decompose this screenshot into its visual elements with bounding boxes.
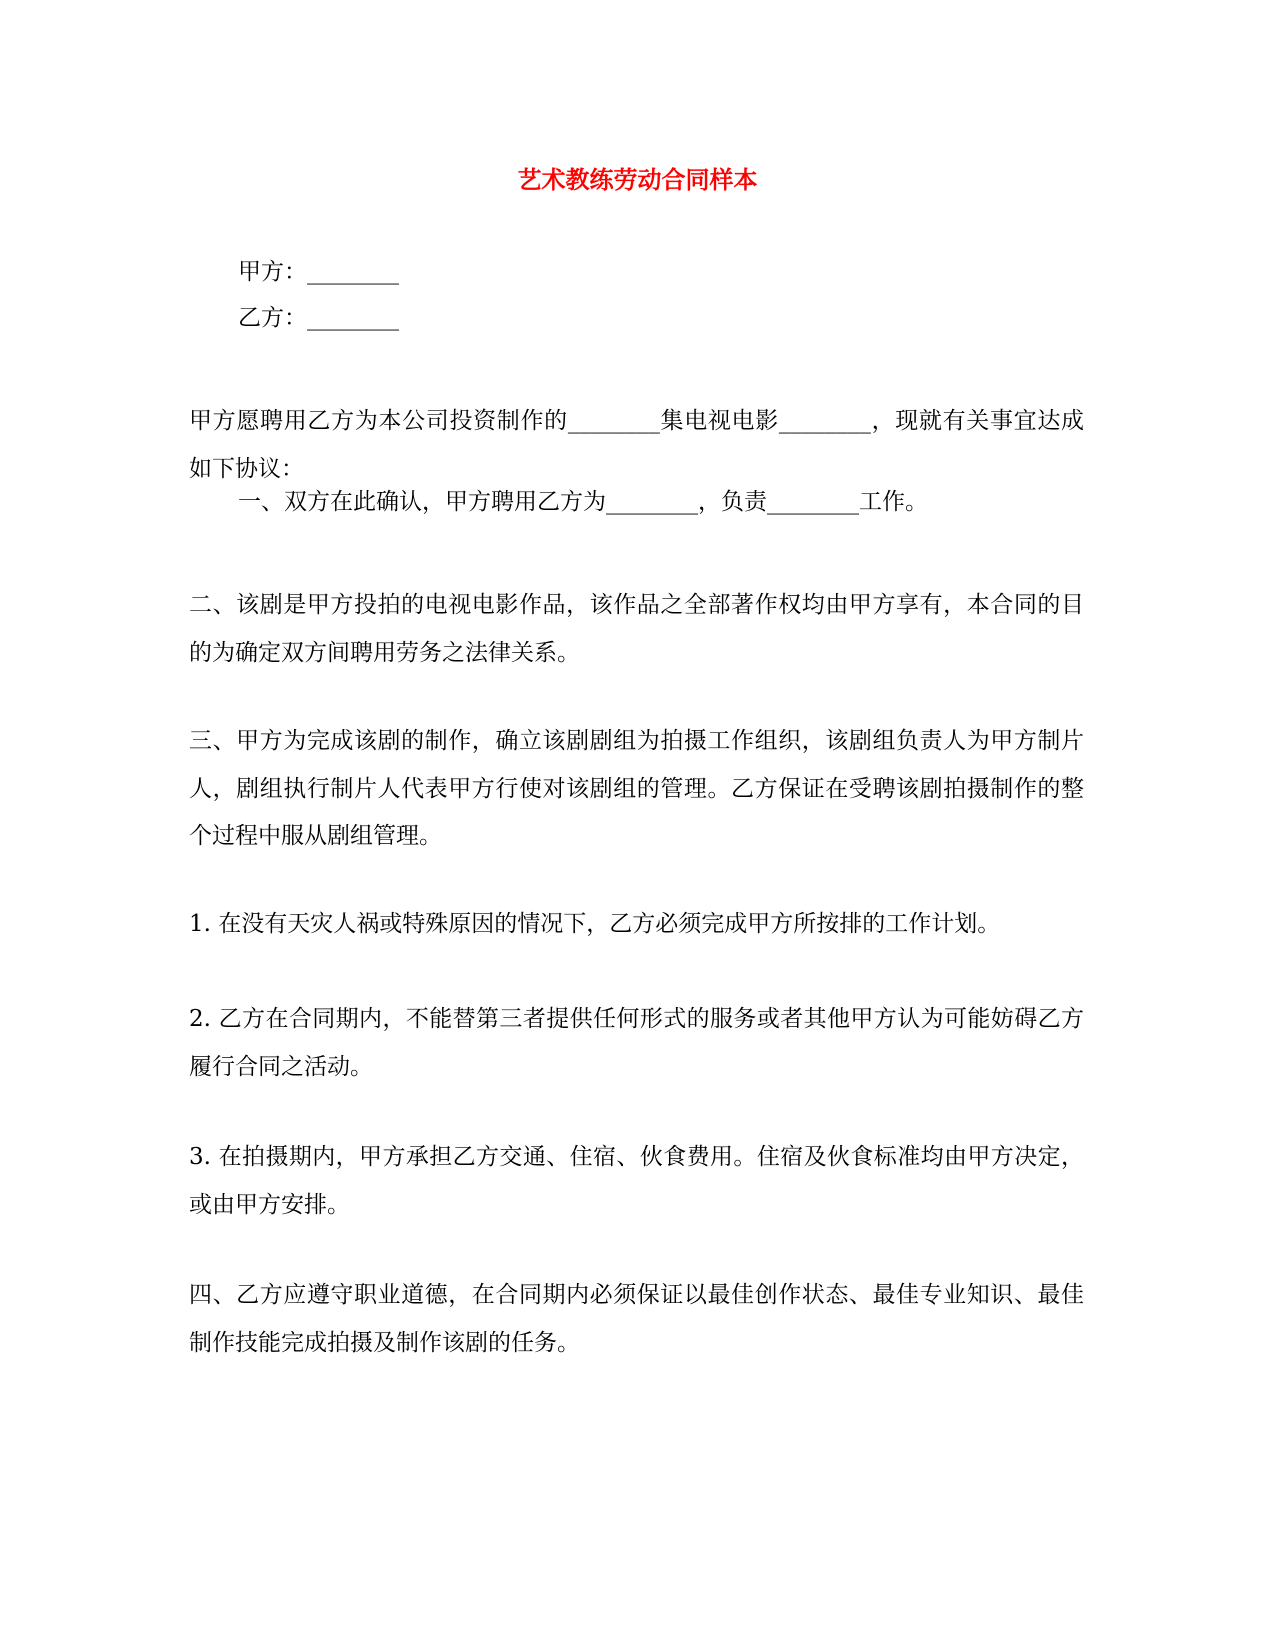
party-a-line: 甲方：________ [238, 259, 399, 285]
clause-2: 二、该剧是甲方投拍的电视电影作品，该作品之全部著作权均由甲方享有，本合同的目的为确定双方间聘用劳务之法律关系。 [189, 592, 1084, 666]
item-3: 3. 在拍摄期内，甲方承担乙方交通、住宿、伙食费用。住宿及伙食标准均由甲方决定，或由甲方安排。 [189, 1144, 1084, 1218]
clause-1: 一、双方在此确认，甲方聘用乙方为________，负责________工作。 [238, 489, 928, 515]
clause-4: 四、乙方应遵守职业道德，在合同期内必须保证以最佳创作状态、最佳专业知识、最佳制作技能完成拍摄及制作该剧的任务。 [189, 1282, 1084, 1356]
item-2: 2. 乙方在合同期内，不能替第三者提供任何形式的服务或者其他甲方认为可能妨碍乙方履行合同之活动。 [189, 1006, 1084, 1080]
document-title: 艺术教练劳动合同样本 [517, 165, 758, 194]
clause-3: 三、甲方为完成该剧的制作，确立该剧剧组为拍摄工作组织，该剧组负责人为甲方制片人，剧组执行制片人代表甲方行使对该剧组的管理。乙方保证在受聘该剧拍摄制作的整个过程中服从剧组管理。 [189, 728, 1084, 849]
intro-paragraph: 甲方愿聘用乙方为本公司投资制作的________集电视电影________，现就有关事宜达成如下协议： [189, 408, 1084, 482]
party-b-line: 乙方：________ [238, 305, 399, 331]
item-1: 1. 在没有天灾人祸或特殊原因的情况下，乙方必须完成甲方所按排的工作计划。 [189, 911, 1001, 937]
